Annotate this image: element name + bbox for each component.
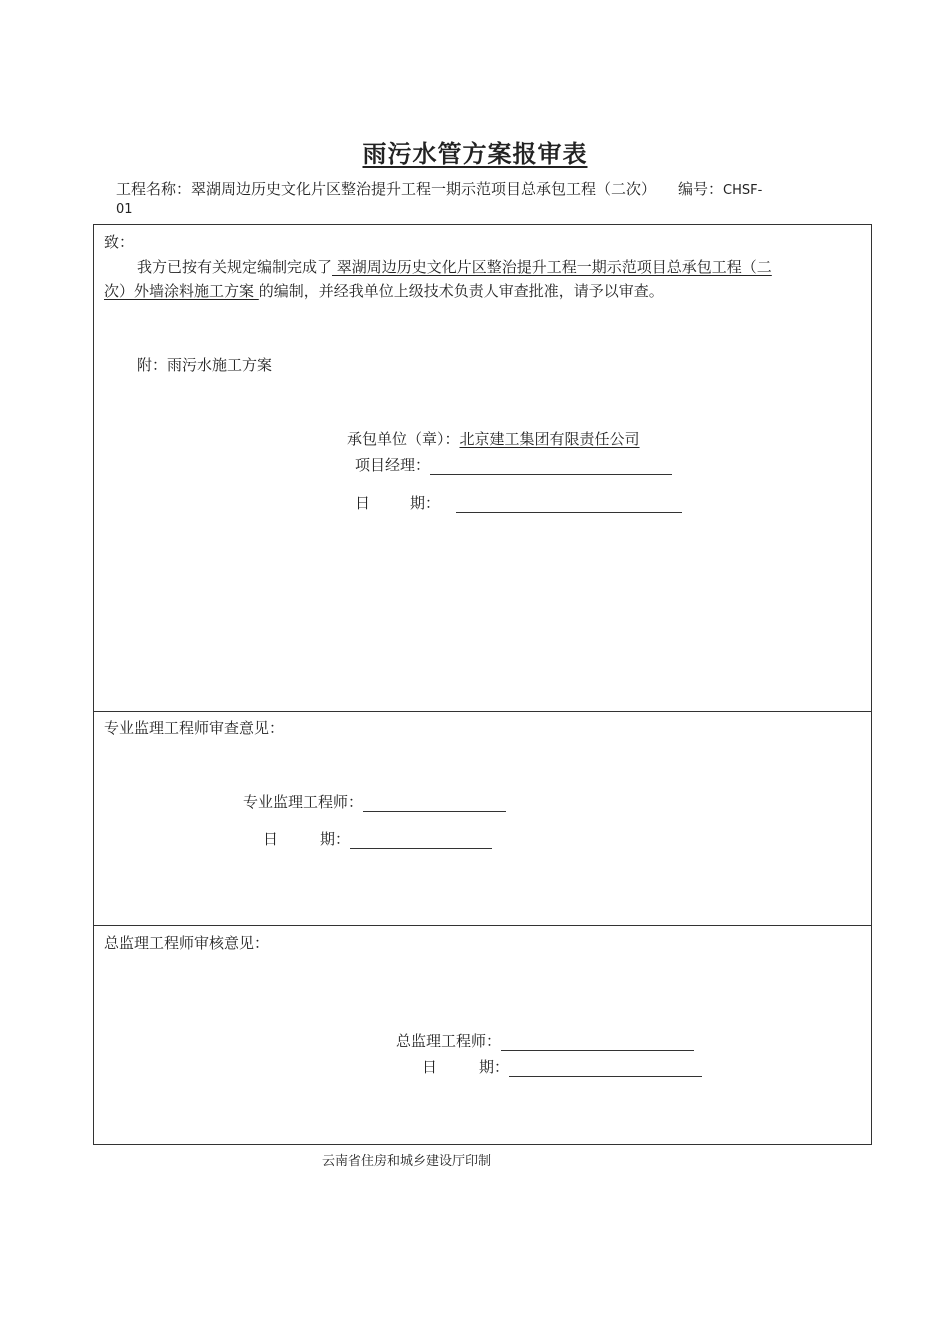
date-row-3: 日 期： (422, 1056, 702, 1077)
chief-review-heading: 总监理工程师审核意见： (104, 934, 270, 952)
contractor-name: 北京建工集团有限责任公司 (459, 430, 640, 448)
date-line-3[interactable] (509, 1062, 702, 1077)
number-value-part2: 01 (116, 202, 133, 217)
manager-row: 项目经理： (355, 454, 672, 475)
submission-section (93, 224, 872, 712)
chief-review-section (93, 925, 872, 1145)
date-line-1[interactable] (456, 498, 682, 513)
submission-body-line1: 我方已按有关规定编制完成了 翠湖周边历史文化片区整治提升工程一期示范项目总承包工程（二 (137, 258, 772, 276)
plan-name-underlined: 翠湖周边历史文化片区整治提升工程一期示范项目总承包工程（二 (332, 258, 772, 276)
printer-footer: 云南省住房和城乡建设厅印制 (322, 1154, 492, 1169)
contractor-row: 承包单位（章）：北京建工集团有限责任公司 (347, 430, 640, 448)
number-label: 编号： (678, 180, 724, 198)
specialist-review-section (93, 711, 872, 926)
specialist-signature-line[interactable] (363, 797, 506, 812)
date-row-2: 日 期： (263, 828, 492, 849)
form-title: 雨污水管方案报审表 (362, 139, 588, 168)
submission-body-line2: 次）外墙涂料施工方案 的编制，并经我单位上级技术负责人审查批准，请予以审查。 (104, 282, 664, 300)
specialist-engineer-row: 专业监理工程师： (243, 791, 506, 812)
date-line-2[interactable] (350, 834, 492, 849)
chief-signature-line[interactable] (501, 1036, 694, 1051)
project-header (116, 177, 831, 203)
project-name: 工程名称：翠湖周边历史文化片区整治提升工程一期示范项目总承包工程（二次） (116, 180, 657, 198)
date-row-1: 日 期： (355, 492, 682, 513)
specialist-review-heading: 专业监理工程师审查意见： (104, 719, 285, 737)
manager-signature-line[interactable] (430, 460, 672, 475)
attachment-note: 附：雨污水施工方案 (137, 356, 273, 374)
addressee: 致： (104, 233, 135, 251)
number-value-part1: CHSF- (723, 183, 763, 198)
chief-engineer-row: 总监理工程师： (396, 1030, 694, 1051)
